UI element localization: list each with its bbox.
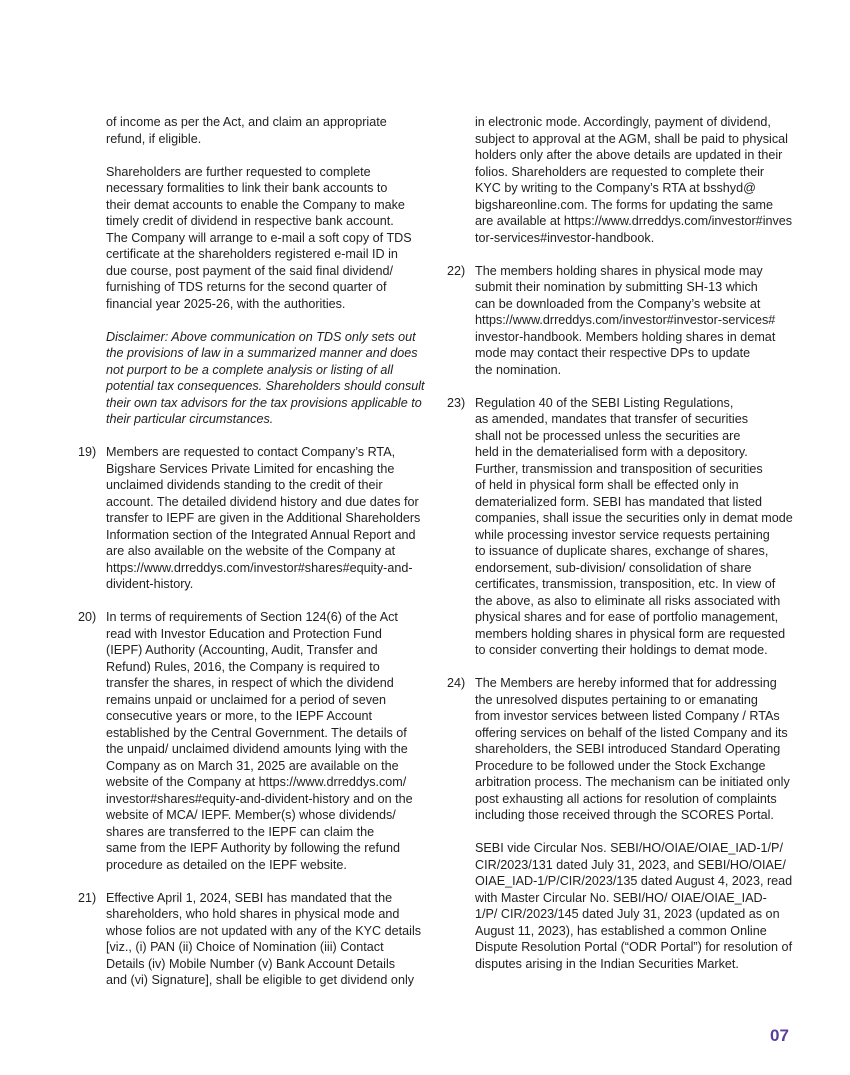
- text-line: to consider converting their holdings to demat mode.: [475, 643, 768, 657]
- text-line: [viz., (i) PAN (ii) Choice of Nomination (iii) Contact: [106, 940, 384, 954]
- item-number: 20): [78, 610, 97, 624]
- text-line: physical shares and for ease of portfolio management,: [475, 610, 779, 624]
- text-line: holders only after the above details are updated in their: [475, 148, 783, 162]
- text-line: established by the Central Government. The details of: [106, 725, 407, 740]
- text-line: held in the dematerialised form with a depository.: [475, 445, 748, 459]
- item-text: [475, 263, 797, 379]
- text-line: The Members are hereby informed that for addressing: [475, 676, 777, 690]
- text-line: CIR/2023/131 dated July 31, 2023, and SEBI/HO/OIAE/: [475, 857, 786, 872]
- text-line: Refund) Rules, 2016, the Company is required to: [106, 659, 380, 674]
- text-line: remains unpaid or unclaimed for a period of seven: [106, 692, 387, 707]
- text-line: whose folios are not updated with any of the KYC details: [106, 923, 422, 938]
- text-line: procedure as detailed on the IEPF website.: [106, 857, 347, 872]
- item-number: 23): [447, 395, 466, 410]
- text-line: while processing investor service requests pertaining: [475, 527, 770, 542]
- text-line: are also available on the website of the Company at: [106, 544, 396, 558]
- text-line: dematerialized form. SEBI has mandated that listed: [475, 494, 763, 509]
- item-body: [106, 444, 428, 593]
- text-line: Members are requested to contact Company’s RTA,: [106, 445, 396, 459]
- text-line: Bigshare Services Private Limited for encashing the: [106, 461, 395, 476]
- text-line: Company as on March 31, 2025 are available on the: [106, 758, 399, 773]
- text-line: in electronic mode. Accordingly, payment of dividend,: [475, 115, 771, 129]
- text-line: potential tax consequences. Shareholders should consult: [106, 379, 425, 393]
- text-line: arbitration process. The mechanism can be initiated only: [475, 775, 790, 789]
- text-line: shares are transferred to the IEPF can claim the: [106, 824, 375, 839]
- text-line: KYC by writing to the Company’s RTA at bsshyd@: [475, 181, 756, 195]
- text-line: divident-history.: [106, 577, 194, 591]
- text-line: transfer the shares, in respect of which the dividend: [106, 676, 394, 690]
- text-line: necessary formalities to link their bank accounts to: [106, 181, 388, 195]
- text-line: 1/P/ CIR/2023/145 dated July 31, 2023 (updated as on: [475, 907, 780, 921]
- text-line: The members holding shares in physical mode may: [475, 263, 763, 278]
- text-line: account. The detailed dividend history and due dates for: [106, 494, 419, 509]
- text-line: as amended, mandates that transfer of securities: [475, 412, 749, 426]
- text-line: with Master Circular No. SEBI/HO/ OIAE/OIAE_IAD-: [475, 890, 767, 905]
- text-line: of income as per the Act, and claim an appropriate: [106, 115, 387, 129]
- text-line: transfer to IEPF are given in the Additional Shareholders: [106, 511, 421, 525]
- item-number: 19): [78, 445, 97, 459]
- text-line: the above, as also to eliminate all risks associated with: [475, 593, 781, 608]
- odr-portal-paragraph: [475, 840, 797, 972]
- text-line: endorsement, sub-division/ consolidation of share: [475, 560, 752, 575]
- left-column: [78, 114, 428, 1005]
- text-line: shall not be processed unless the securities are: [475, 428, 741, 443]
- text-line: from investor services between listed Company / RTAs: [475, 709, 780, 723]
- text-line: mode may contact their respective DPs to update: [475, 346, 751, 360]
- list-item-22: [447, 263, 797, 379]
- item-body: [475, 395, 797, 659]
- text-line: website of MCA/ IEPF. Member(s) whose dividends/: [106, 808, 396, 822]
- text-line: post exhausting all actions for resolution of complaints: [475, 791, 777, 806]
- list-item-23: [447, 395, 797, 659]
- continuation-paragraph: [106, 114, 428, 147]
- right-column: [447, 114, 797, 989]
- list-item-24: [447, 675, 797, 972]
- text-line: of held in physical form shall be effected only in: [475, 478, 739, 492]
- text-line: timely credit of dividend in respective bank account.: [106, 214, 394, 228]
- text-line: the nomination.: [475, 362, 562, 377]
- list-item-19: [78, 444, 428, 593]
- item-body: [475, 263, 797, 379]
- text-line: offering services on behalf of the listed Company and its: [475, 725, 788, 740]
- item-text: [106, 609, 428, 873]
- text-line: the provisions of law in a summarized manner and does: [106, 346, 418, 360]
- item-number: 24): [447, 676, 466, 690]
- text-line: In terms of requirements of Section 124(6) of the Act: [106, 610, 398, 624]
- text-line: members holding shares in physical form are requested: [475, 626, 786, 641]
- text-line: unclaimed dividends standing to the credit of their: [106, 478, 383, 492]
- text-line: and (vi) Signature], shall be eligible to get dividend only: [106, 973, 415, 987]
- text-line: shareholders, the SEBI introduced Standard Operating: [475, 742, 781, 756]
- text-line: Procedure to be followed under the Stock Exchange: [475, 758, 766, 773]
- tds-disclaimer-paragraph: [106, 329, 428, 428]
- text-line: to issuance of duplicate shares, exchange of shares,: [475, 544, 769, 558]
- text-line: (IEPF) Authority (Accounting, Audit, Transfer and: [106, 643, 378, 657]
- text-line: SEBI vide Circular Nos. SEBI/HO/OIAE/OIAE_IAD-1/P/: [475, 841, 783, 855]
- text-line: Regulation 40 of the SEBI Listing Regulations,: [475, 395, 734, 410]
- text-line: Details (iv) Mobile Number (v) Bank Account Details: [106, 956, 396, 971]
- item-body: [106, 890, 428, 989]
- text-line: are available at https://www.drreddys.com/investor#inves: [475, 214, 793, 228]
- item-text: [475, 395, 797, 659]
- text-line: bigshareonline.com. The forms for updating the same: [475, 197, 773, 212]
- text-line: refund, if eligible.: [106, 131, 202, 146]
- text-line: shareholders, who hold shares in physical mode and: [106, 907, 400, 921]
- text-line: Information section of the Integrated Annual Report and: [106, 527, 416, 542]
- item-body: [475, 675, 797, 972]
- text-line: Effective April 1, 2024, SEBI has mandated that the: [106, 890, 393, 905]
- text-line: due course, post payment of the said final dividend/: [106, 263, 394, 278]
- text-line: including those received through the SCORES Portal.: [475, 808, 774, 822]
- text-line: the unresolved disputes pertaining to or emanating: [475, 692, 758, 707]
- text-line: read with Investor Education and Protection Fund: [106, 626, 382, 641]
- text-line: their own tax advisors for the tax provisions applicable to: [106, 395, 422, 410]
- text-line: Shareholders are further requested to complete: [106, 164, 371, 179]
- text-line: Further, transmission and transposition of securities: [475, 461, 763, 476]
- text-line: tor-services#investor-handbook.: [475, 230, 655, 245]
- text-line: investor-handbook. Members holding shares in demat: [475, 329, 776, 344]
- text-line: furnishing of TDS returns for the second quarter of: [106, 280, 387, 294]
- item-body: [106, 609, 428, 873]
- text-line: submit their nomination by submitting SH-13 which: [475, 280, 758, 294]
- text-line: companies, shall issue the securities only in demat mode: [475, 511, 793, 525]
- text-line: disputes arising in the Indian Securities Market.: [475, 956, 739, 971]
- text-line: website of the Company at https://www.drreddys.com/: [106, 775, 407, 789]
- text-line: consecutive years or more, to the IEPF Account: [106, 709, 372, 723]
- item-text: [106, 890, 428, 989]
- text-line: folios. Shareholders are requested to complete their: [475, 164, 765, 179]
- text-line: same from the IEPF Authority by following the refund: [106, 841, 400, 855]
- page-number: 07: [770, 1026, 789, 1045]
- list-item-21: [78, 890, 428, 989]
- text-line: certificate at the shareholders registered e-mail ID in: [106, 247, 398, 261]
- text-line: OIAE_IAD-1/P/CIR/2023/135 dated August 4, 2023, read: [475, 874, 793, 888]
- continuation-paragraph: [475, 114, 797, 246]
- text-line: Dispute Resolution Portal (“ODR Portal”) for resolution of: [475, 940, 793, 954]
- text-line: August 11, 2023), has established a common Online: [475, 923, 767, 938]
- text-line: financial year 2025-26, with the authorities.: [106, 296, 346, 311]
- text-line: the unpaid/ unclaimed dividend amounts lying with the: [106, 742, 408, 756]
- item-text: [475, 675, 797, 824]
- text-line: https://www.drreddys.com/investor#investor-services#: [475, 313, 776, 327]
- item-text: [106, 444, 428, 593]
- text-line: investor#shares#equity-and-divident-history and on the: [106, 791, 413, 806]
- text-line: Disclaimer: Above communication on TDS only sets out: [106, 329, 416, 344]
- text-line: subject to approval at the AGM, shall be paid to physical: [475, 131, 788, 146]
- text-line: certificates, transmission, transposition, etc. In view of: [475, 577, 776, 591]
- text-line: The Company will arrange to e-mail a soft copy of TDS: [106, 230, 412, 245]
- item-number: 21): [78, 890, 97, 905]
- text-line: https://www.drreddys.com/investor#shares#equity-and-: [106, 560, 413, 575]
- text-line: not purport to be a complete analysis or listing of all: [106, 362, 394, 377]
- text-line: their particular circumstances.: [106, 412, 274, 426]
- text-line: can be downloaded from the Company’s website at: [475, 296, 761, 311]
- text-line: their demat accounts to enable the Company to make: [106, 197, 405, 212]
- list-item-20: [78, 609, 428, 873]
- shareholders-bank-accounts-paragraph: [106, 164, 428, 313]
- item-number: 22): [447, 263, 466, 278]
